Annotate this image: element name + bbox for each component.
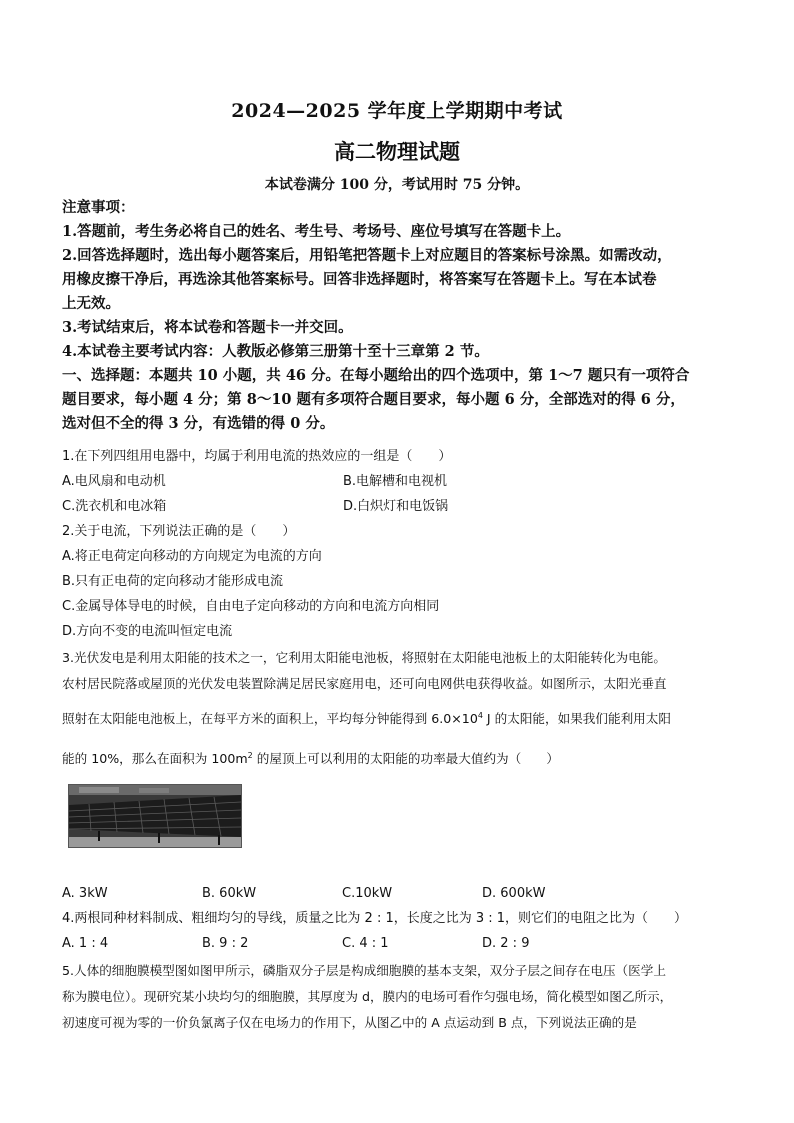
- exam-subject: 高二物理试题: [334, 139, 460, 164]
- section-1-line-2: 题目要求，每小题 4 分；第 8～10 题有多项符合题目要求，每小题 6 分，全部选对的得 6 分，: [62, 391, 685, 408]
- solar-panel-image: [69, 785, 241, 847]
- notice-item-2-line-2: 用橡皮擦干净后，再选涂其他答案标号。回答非选择题时，将答案写在答题卡上。写在本试卷: [62, 271, 657, 288]
- q1-option-c: C.洗衣机和电冰箱: [62, 499, 167, 514]
- section-1-line-3: 选对但不全的得 3 分，有选错的得 0 分。: [62, 415, 335, 432]
- notice-item-1: 1.答题前，考生务必将自己的姓名、考生号、考场号、座位号填写在答题卡上。: [62, 223, 571, 240]
- q1-options-row-1: [62, 469, 742, 494]
- q5-line-3: 初速度可视为零的一价负氯离子仅在电场力的作用下，从图乙中的 A 点运动到 B 点，下列说法正确的是: [62, 1015, 637, 1030]
- q2-option-c: C.金属导体导电的时候，自由电子定向移动的方向和电流方向相同: [62, 599, 440, 614]
- q3-line-2: 农村居民院落或屋顶的光伏发电装置除满足居民家庭用电，还可向电网供电获得收益。如图所示，太阳光垂直: [62, 676, 667, 691]
- notice-item-3: 3.考试结束后，将本试卷和答题卡一并交回。: [62, 319, 353, 336]
- notice-item-4: 4.本试卷主要考试内容：人教版必修第三册第十至十三章第 2 节。: [62, 343, 489, 360]
- q3-line-3: 照射在太阳能电池板上，在每平方米的面积上，平均每分钟能得到 $6.0\times 10^4$ J 的太阳能，如果我们能利用太阳: [62, 710, 671, 726]
- q3-line-4: 能的 10%，那么在面积为 $100m^2$ 的屋顶上可以利用的太阳能的功率最大值约为（ ）: [62, 750, 560, 766]
- notice-item-2-line-1: 2.回答选择题时，选出每小题答案后，用铅笔把答题卡上对应题目的答案标号涂黑。如需改动，: [62, 247, 672, 264]
- q2-option-d: D.方向不变的电流叫恒定电流: [62, 624, 233, 639]
- q4-option-b: B. 9 : 2: [202, 936, 249, 951]
- q3-line-1: 3.光伏发电是利用太阳能的技术之一，它利用太阳能电池板，将照射在太阳能电池板上的太阳能转化为电能。: [62, 650, 666, 665]
- q3-exponent-4: 4: [477, 710, 483, 720]
- q1-options-row-2: [62, 494, 742, 519]
- q4-stem: 4.两根同种材料制成、粗细均匀的导线，质量之比为 2 : 1，长度之比为 3 : 1，则它们的电阻之比为（ ）: [62, 911, 688, 926]
- q3-option-d: D. 600kW: [482, 886, 546, 901]
- q1-option-b: B.电解槽和电视机: [343, 474, 448, 489]
- exam-title: 2024—2025 学年度上学期期中考试: [231, 100, 563, 122]
- exam-info: 本试卷满分 100 分，考试用时 75 分钟。: [264, 177, 530, 193]
- q4-option-a: A. 1 : 4: [62, 936, 109, 951]
- q1-option-a: A.电风扇和电动机: [62, 474, 166, 489]
- q3-option-a: A. 3kW: [62, 886, 108, 901]
- q4-option-d: D. 2 : 9: [482, 936, 530, 951]
- q4-option-c: C. 4 : 1: [342, 936, 389, 951]
- q3-option-c: C.10kW: [342, 886, 393, 901]
- q3-exponent-2: 2: [247, 750, 253, 760]
- q2-option-a: A.将正电荷定向移动的方向规定为电流的方向: [62, 549, 322, 564]
- q4-options-row: [62, 931, 742, 956]
- q5-line-1: 5.人体的细胞膜模型图如图甲所示，磷脂双分子层是构成细胞膜的基本支架，双分子层之间存在电压（医学上: [62, 963, 666, 978]
- solar-panel-photo: [68, 784, 242, 848]
- q3-options-row: [62, 881, 742, 906]
- q2-option-b: B.只有正电荷的定向移动才能形成电流: [62, 574, 284, 589]
- section-1-line-1: 一、选择题：本题共 10 小题，共 46 分。在每小题给出的四个选项中，第 1～7 题只有一项符合: [62, 367, 690, 384]
- notice-section: [62, 196, 742, 436]
- q1-option-d: D.白炽灯和电饭锅: [343, 499, 449, 514]
- q2-stem: 2.关于电流，下列说法正确的是（ ）: [62, 524, 296, 539]
- q5-line-2: 称为膜电位）。现研究某小块均匀的细胞膜，其厚度为 d，膜内的电场可看作匀强电场，简化模型如图乙所示，: [62, 989, 673, 1004]
- notice-heading: 注意事项：: [62, 199, 135, 216]
- notice-item-2-line-3: 上无效。: [62, 295, 120, 312]
- q1-stem: 1.在下列四组用电器中，均属于利用电流的热效应的一组是（ ）: [62, 449, 452, 464]
- q3-option-b: B. 60kW: [202, 886, 257, 901]
